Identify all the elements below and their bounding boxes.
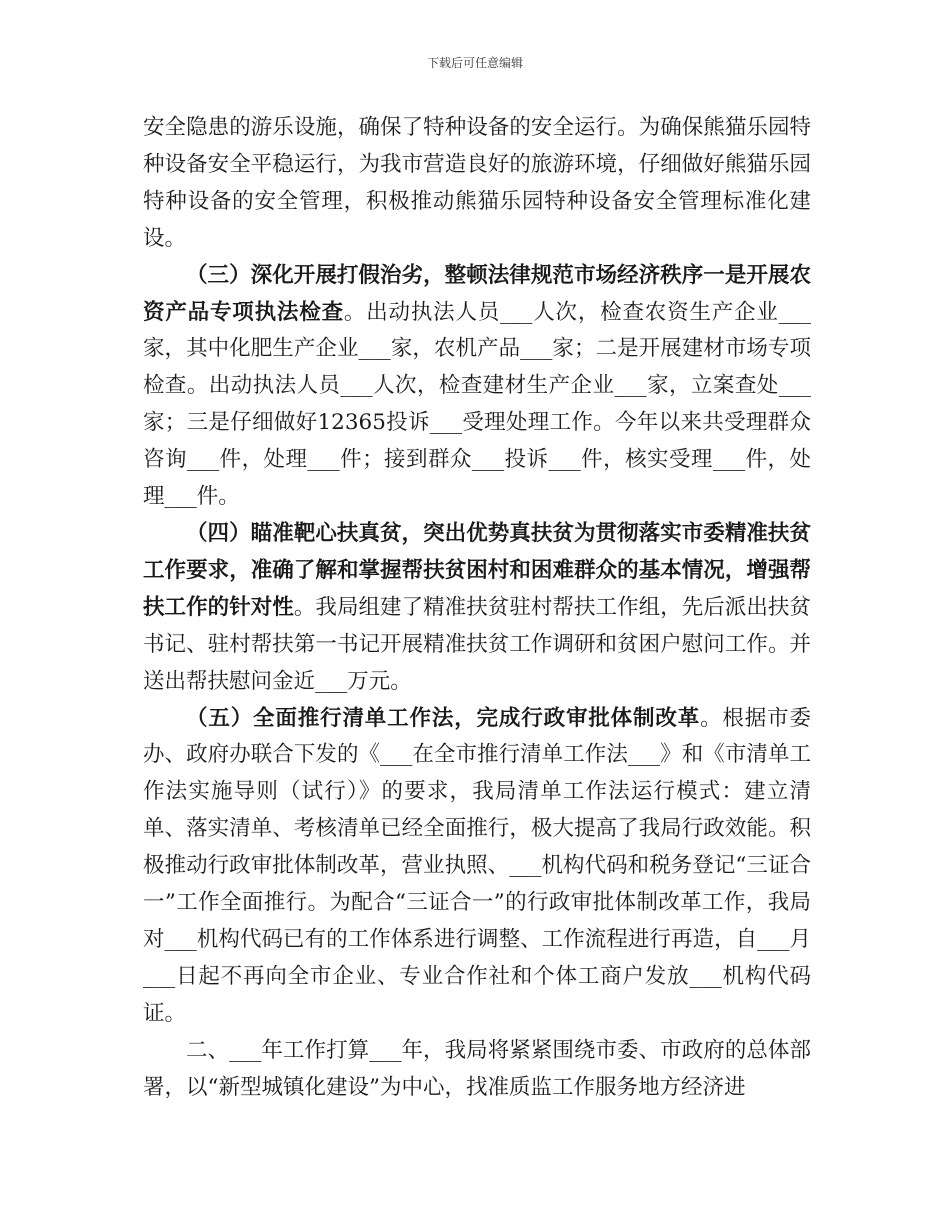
paragraph-4-text: 。根据市委办、政府办联合下发的《___在全市推行清单工作法___》和《市清单工作法实施导则（试行）》的要求，我局清单工作法运行模式：建立清单、落实清单、考核清单已经全面推行，极大提高了我局行政效能。积极推动行政审批体制改革，营业执照、___机构代码和税务登记“三证合一”工作全面推行。为配合“三证合一”的行政审批体制改革工作，我局对___机构代码已有的工作体系进行调整、工作流程进行再造，自___月___日起不再向全市企业、专业合作社和个体工商户发放___机构代码证。 (143, 705, 811, 1026)
page-header: 下载后可任意编辑 (426, 56, 523, 70)
paragraph-4-heading: （五）全面推行清单工作法，完成行政审批体制改革 (186, 705, 701, 731)
paragraph-3 (143, 516, 811, 701)
paragraph-2-text: 。出动执法人员___人次，检查农资生产企业___家，其中化肥生产企业___家，农机产品___家；二是开展建材市场专项检查。出动执法人员___人次，检查建材生产企业___家，立案查处___家；三是仔细做好12365投诉___受理处理工作。今年以来共受理群众咨询___件，处理___件；接到群众___投诉___件，核实受理___件，处理___件。 (143, 299, 811, 510)
paragraph-3-heading: （四）瞄准靶心扶真贫，突出优势真扶贫为贯彻落实市委精准扶贫工作要求，准确了解和掌握帮扶贫困村和困难群众的基本情况，增强帮扶工作的针对性 (143, 520, 811, 620)
paragraph-2 (143, 258, 811, 516)
paragraph-1-text: 安全隐患的游乐设施，确保了特种设备的安全运行。为确保熊猫乐园特种设备安全平稳运行，为我市营造良好的旅游环境，仔细做好熊猫乐园特种设备的安全管理，积极推动熊猫乐园特种设备安全管理标准化建设。 (143, 115, 811, 251)
paragraph-5 (143, 1033, 811, 1107)
paragraph-3-text: 。我局组建了精准扶贫驻村帮扶工作组，先后派出扶贫书记、驻村帮扶第一书记开展精准扶贫工作调研和贫困户慰问工作。并送出帮扶慰问金近___万元。 (143, 594, 811, 694)
paragraph-1 (143, 110, 811, 258)
paragraph-5-text: 二、___年工作打算___年，我局将紧紧围绕市委、市政府的总体部署，以“新型城镇化建设”为中心，找准质监工作服务地方经济进 (143, 1037, 811, 1100)
paragraph-4 (143, 701, 811, 1033)
paragraph-2-heading: （三）深化开展打假治劣，整顿法律规范市场经济秩序一是开展农资产品专项执法检查 (143, 262, 811, 325)
document-body (143, 110, 811, 1106)
